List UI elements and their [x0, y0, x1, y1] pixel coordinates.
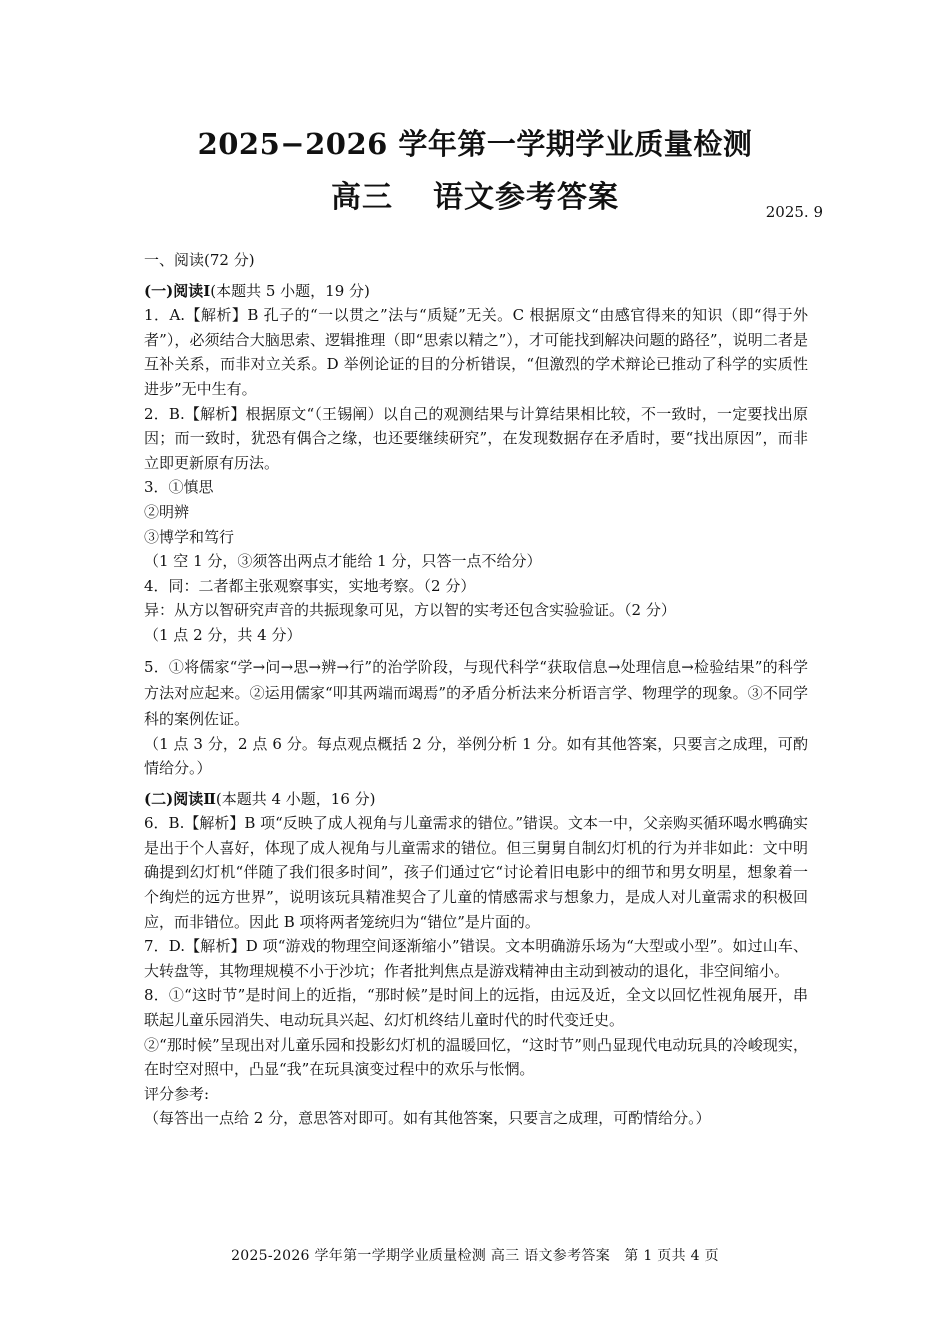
page-footer: 2025-2026 学年第一学期学业质量检测 高三 语文参考答案 第 1 页共 4 页	[231, 1248, 719, 1264]
answer-q8-line: 8．①“这时节”是时间上的近指，“那时候”是时间上的远指，由远及近，全文以回忆性视角展开，串联起儿童乐园消失、电动玩具兴起、幻灯机终结儿童时代的时代变迁史。	[144, 986, 808, 1030]
answer-q6: 6．B.【解析】B 项“反映了成人视角与儿童需求的错位。”错误。文本一中，父亲购买循环喝水鸭确实是出于个人喜好，体现了成人视角与儿童需求的错位。但三舅舅自制幻灯机的行为并非如此：文中明确提到幻灯机“伴随了我们很多时间”，孩子们通过它“讨论着旧电影中的细节和男女明星，想象着一个绚烂的远方世界”，说明该玩具精准契合了儿童的情感需求与想象力，是成人对儿童需求的积极回应，而非错位。因此 B 项将两者笼统归为“错位”是片面的。	[144, 814, 808, 931]
exam-date: 2025. 9	[765, 203, 823, 221]
subsection-title: (一)阅读Ⅰ	[144, 281, 211, 300]
grade-label: 高三	[331, 180, 393, 215]
subsection-note: (本题共 5 小题，19 分)	[210, 281, 370, 300]
answer-q4-line: 4．同：二者都主张观察事实，实地考察。（2 分）	[144, 576, 476, 595]
scoring-note: （1 点 3 分，2 点 6 分。每点观点概括 2 分，举例分析 1 分。如有其他答案，只要言之成理，可酌情给分。）	[144, 734, 808, 778]
subsection-title: (二)阅读Ⅱ	[144, 789, 216, 808]
subsection-heading	[144, 279, 808, 304]
answer-q7: 7．D.【解析】D 项“游戏的物理空间逐渐缩小”错误。文本明确游乐场为“大型或小型”。如过山车、大转盘等，其物理规模不小于沙坑；作者批判焦点是游戏精神由主动到被动的退化，非空间缩小。	[144, 937, 808, 980]
document-title: 2025−2026 学年第一学期学业质量检测	[197, 127, 753, 161]
answer-q3-line: 3．①慎思	[144, 478, 214, 497]
answer-q1: 1．A.【解析】B 孔子的“一以贯之”法与“质疑”无关。C 根据原文“由感官得来的知识（即“得于外者”），必须结合大脑思索、逻辑推理（即“思索以精之”），才可能找到解决问题的路径”，说明二者是互补关系，而非对立关系。D 举例论证的目的分析错误，“但激烈的学术辩论已推动了科学的实质性进步”无中生有。	[144, 306, 808, 398]
answer-q8-line: ②“那时候”呈现出对儿童乐园和投影幻灯机的温暖回忆，“这时节”则凸显现代电动玩具的冷峻现实，在时空对照中，凸显“我”在玩具演变过程中的欢乐与怅惘。	[144, 1035, 808, 1079]
answer-q3-line: ②明辨	[144, 502, 190, 521]
answer-q4-line: 异：从方以智研究声音的共振现象可见，方以智的实考还包含实验验证。（2 分）	[144, 601, 676, 620]
answer-content	[144, 248, 808, 1131]
scoring-note: （每答出一点给 2 分，意思答对即可。如有其他答案，只要言之成理，可酌情给分。）	[144, 1109, 711, 1128]
section-heading: 一、阅读(72 分)	[144, 251, 255, 269]
subsection-note: (本题共 4 小题，16 分)	[215, 789, 376, 808]
subject-label: 语文参考答案	[433, 180, 619, 215]
scoring-reference-label: 评分参考:	[144, 1084, 210, 1103]
scoring-note: （1 空 1 分，③须答出两点才能给 1 分，只答一点不给分）	[144, 552, 542, 571]
subsection-heading	[144, 787, 808, 812]
scoring-note: （1 点 2 分，共 4 分）	[144, 625, 302, 644]
answer-q5: 5．①将儒家“学→问→思→辨→行”的治学阶段，与现代科学“获取信息→处理信息→检验结果”的科学方法对应起来。②运用儒家“叩其两端而竭焉”的矛盾分析法来分析语言学、物理学的现象。③不同学科的案例佐证。	[144, 657, 808, 728]
answer-q2: 2．B.【解析】根据原文“（王锡阐）以自己的观测结果与计算结果相比较，不一致时，一定要找出原因；而一致时，犹恐有偶合之缘，也还要继续研究”，在发现数据存在矛盾时，要“找出原因”，而非立即更新原有历法。	[144, 404, 808, 472]
answer-q3-line: ③博学和笃行	[144, 527, 235, 546]
